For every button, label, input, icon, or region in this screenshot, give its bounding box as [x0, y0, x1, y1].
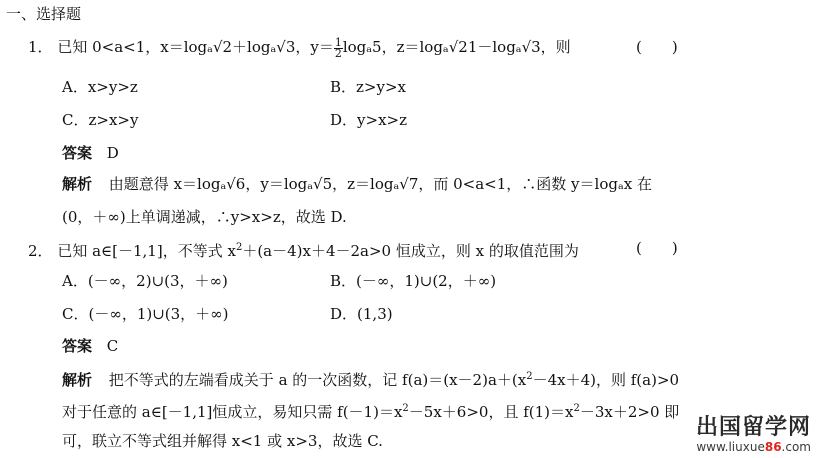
analysis-text-a: 对于任意的 a∈[－1,1]恒成立，易知只需 f(－1)＝x: [62, 403, 403, 421]
watermark-url-prefix: www.liuxue: [696, 440, 765, 454]
q2-option-b: B．(－∞，1)∪(2，＋∞): [330, 272, 497, 290]
question-1-paren: ( ): [636, 38, 678, 56]
watermark-url-suffix: .com: [781, 440, 811, 454]
answer-value: D: [106, 144, 119, 162]
site-watermark: [696, 416, 811, 454]
section-title: 一、选择题: [6, 5, 82, 23]
question-1-stem-mid: ₐ√2＋logₐ√3，y＝: [207, 38, 334, 56]
question-1-fraction: [334, 35, 343, 60]
question-2-stem-b: ＋(a－4)x＋4－2a>0 恒成立，则 x 的取值范围为: [242, 242, 579, 260]
q2-analysis-line-1: [62, 367, 679, 390]
answer-label: 答案: [62, 337, 93, 355]
question-1-number: 1．: [28, 38, 53, 56]
superscript: 2: [402, 403, 409, 414]
question-2-stem: [28, 238, 579, 261]
q2-analysis-line-3: 可，联立不等式组并解得 x<1 或 x>3，故选 C.: [62, 432, 383, 450]
q1-option-b: B．z>y>x: [330, 78, 406, 96]
q1-option-a: A．x>y>z: [62, 78, 138, 96]
fraction-denominator: 2: [334, 46, 342, 60]
q1-answer: [62, 143, 119, 163]
question-1-stem-b: logₐ5，z＝logₐ√21－logₐ√3，则: [342, 38, 571, 56]
q2-option-a: A．(－∞，2)∪(3，＋∞): [62, 272, 228, 290]
watermark-name: 出国留学网: [695, 415, 811, 440]
q1-option-c: C．z>x>y: [62, 111, 139, 129]
q1-analysis-line-1: [62, 174, 652, 194]
analysis-text-c: －3x＋2>0 即: [579, 403, 680, 421]
watermark-url-highlight: 86: [764, 440, 782, 454]
q2-option-d: D．(1,3): [330, 305, 393, 323]
question-2-stem-a: 已知 a∈[－1,1]，不等式 x: [57, 242, 236, 260]
question-2-paren: ( ): [636, 239, 678, 257]
q2-answer: [62, 336, 118, 356]
q2-analysis-line-2: [62, 399, 679, 422]
analysis-text-b: －5x＋6>0，且 f(1)＝x: [408, 403, 574, 421]
q2-option-c: C．(－∞，1)∪(3，＋∞): [62, 305, 229, 323]
question-1-stem: [28, 37, 571, 59]
answer-value: C: [106, 337, 119, 355]
fraction-numerator: 1: [334, 35, 342, 49]
analysis-text-a: 把不等式的左端看成关于 a 的一次函数，记 f(a)＝(x－2)a＋(x: [108, 371, 527, 389]
question-1-stem-a: 已知 0<a<1，x＝log: [57, 38, 208, 56]
analysis-text: 由题意得 x＝logₐ√6，y＝logₐ√5，z＝logₐ√7，而 0<a<1，∴函数 y＝logₐx 在: [108, 175, 652, 193]
watermark-url: [696, 440, 811, 454]
q1-option-d: D．y>x>z: [330, 111, 407, 129]
superscript: 2: [235, 242, 243, 253]
answer-label: 答案: [62, 144, 93, 162]
analysis-label: 解析: [62, 371, 93, 389]
question-2-number: 2．: [28, 242, 53, 260]
analysis-label: 解析: [62, 175, 93, 193]
superscript: 2: [573, 403, 580, 414]
analysis-text-b: －4x＋4)，则 f(a)>0: [532, 371, 680, 389]
superscript: 2: [526, 371, 533, 382]
q1-analysis-line-2: (0，＋∞)上单调递减，∴y>x>z，故选 D.: [62, 208, 347, 226]
